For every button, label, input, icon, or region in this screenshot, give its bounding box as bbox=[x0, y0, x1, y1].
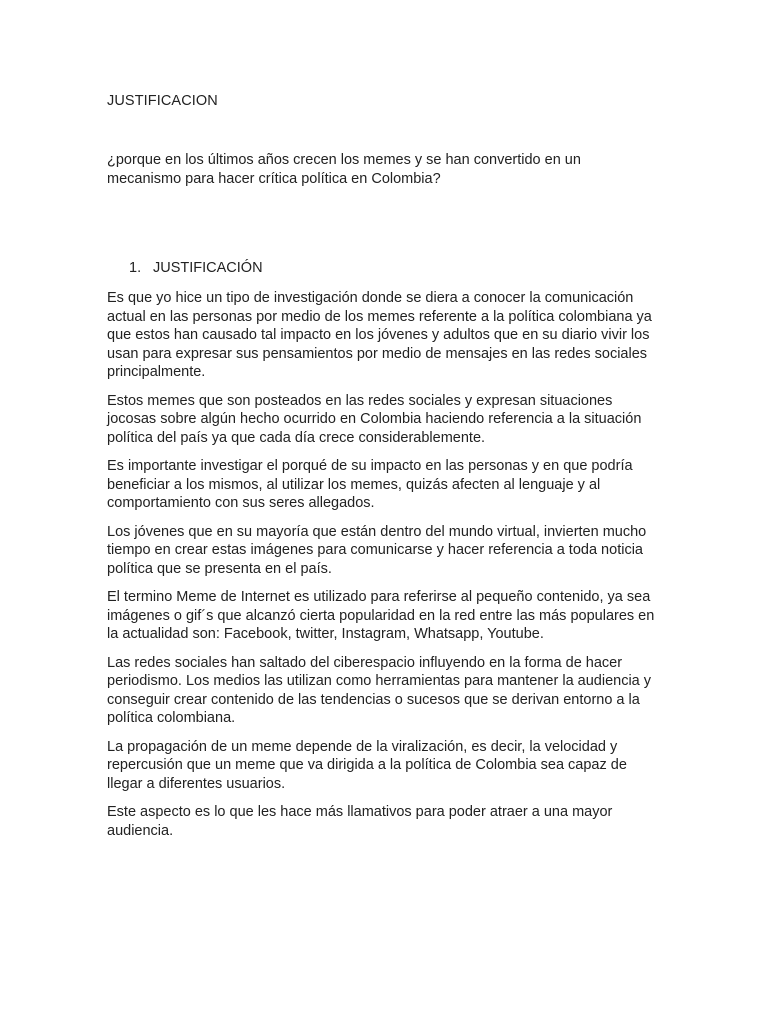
body-text bbox=[107, 289, 663, 850]
page-heading: JUSTIFICACION bbox=[107, 93, 218, 109]
paragraph: La propagación de un meme depende de la viralización, es decir, la velocidad y repercusión que un meme que va dirigida a la política de Colombia sea capaz de llegar a diferentes usuarios. bbox=[107, 738, 627, 792]
paragraph: El termino Meme de Internet es utilizado para referirse al pequeño contenido, ya sea imágenes o gif´s que alcanzó cierta popularidad en la red entre las más populares en la actualidad son: Facebook, twitter, Instagram, Whatsapp, Youtube. bbox=[107, 589, 655, 642]
paragraph: Las redes sociales han saltado del ciberespacio influyendo en la forma de hacer periodismo. Los medios las utilizan como herramientas para mantener la audiencia y conseguir crear contenido de las tendencias o sucesos que se derivan entorno a la política colombiana. bbox=[107, 654, 652, 726]
paragraph: Los jóvenes que en su mayoría que están dentro del mundo virtual, invierten mucho tiempo en crear estas imágenes para comunicarse y hacer referencia a toda noticia política que se presenta en el país. bbox=[107, 523, 647, 577]
paragraph: Es que yo hice un tipo de investigación donde se diera a conocer la comunicación actual en las personas por medio de los memes referente a la política colombiana ya que estos han causado tal impacto en los jóvenes y adultos que en su diario vivir los usan para expresar sus pensamientos por medio de mensajes en las redes sociales principalmente. bbox=[107, 290, 652, 380]
paragraph: Este aspecto es lo que les hace más llamativos para poder atraer a una mayor audiencia. bbox=[107, 804, 613, 839]
paragraph: Estos memes que son posteados en las redes sociales y expresan situaciones jocosas sobre algún hecho ocurrido en Colombia haciendo referencia a la situación política del país ya que cada día crece considerablemente. bbox=[107, 392, 642, 446]
section-title: JUSTIFICACIÓN bbox=[153, 260, 263, 276]
research-question: ¿porque en los últimos años crecen los memes y se han convertido en un mecanismo para hacer crítica política en Colombia? bbox=[107, 152, 581, 187]
numbered-section-heading bbox=[129, 259, 263, 278]
list-number: 1. bbox=[129, 260, 142, 276]
paragraph: Es importante investigar el porqué de su impacto en las personas y en que podría beneficiar a los mismos, al utilizar los memes, quizás afecten al lenguaje y al comportamiento con sus seres allegados. bbox=[107, 458, 633, 511]
